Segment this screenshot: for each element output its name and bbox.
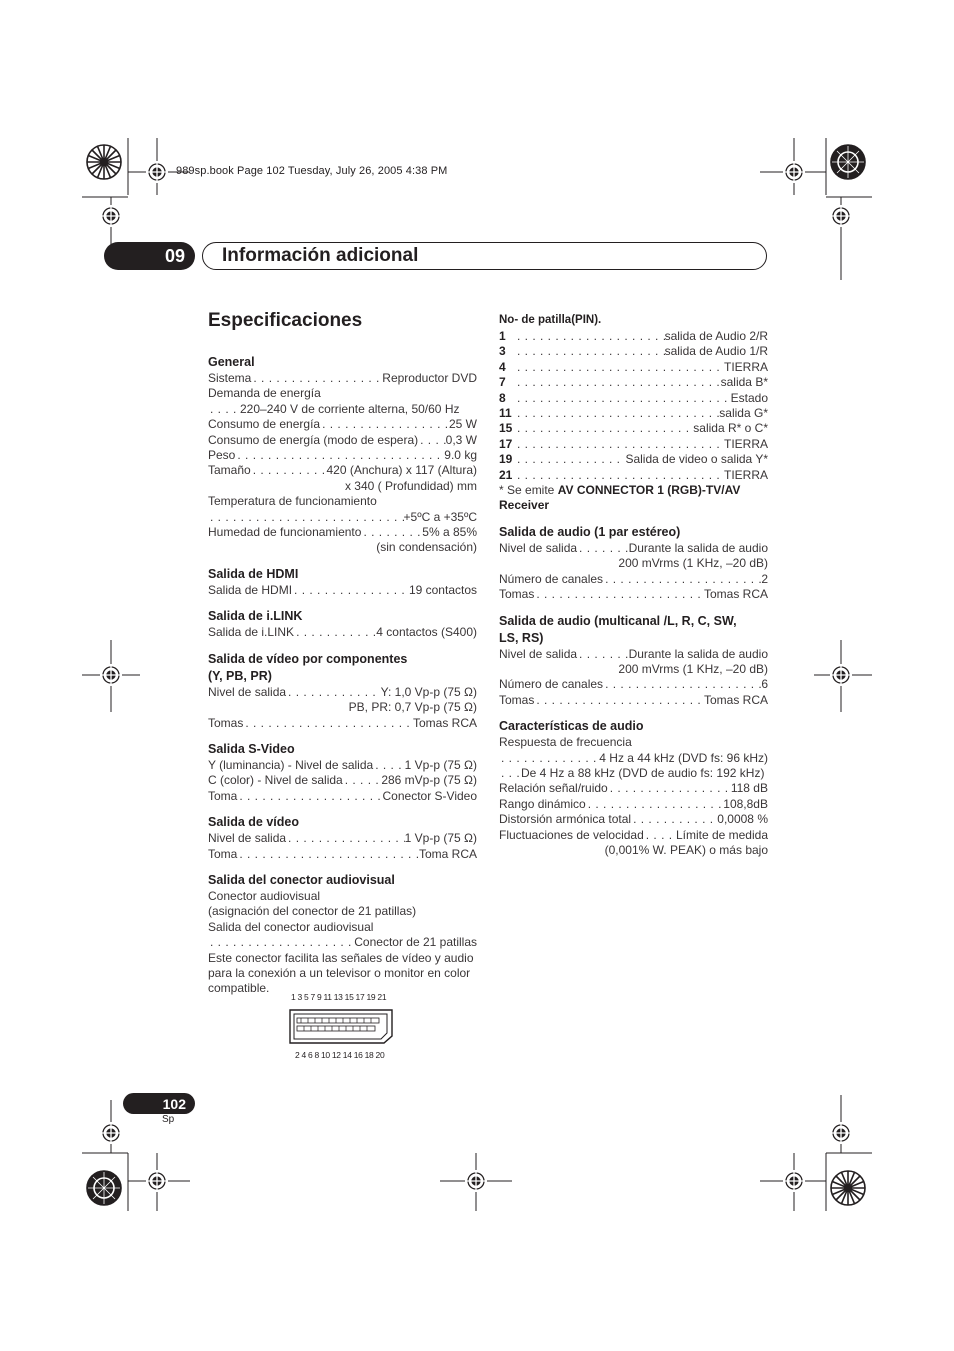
pin-note: * Se emite AV CONNECTOR 1 (RGB)-TV/AV xyxy=(499,483,741,498)
section-title-componentes: Salida de vídeo por componentes xyxy=(208,651,408,666)
section-title-hdmi: Salida de HDMI xyxy=(208,566,299,581)
pin-row: 7 . . . salida B* xyxy=(499,375,768,390)
spec-value-cont: PB, PR: 0,7 Vp-p (75 Ω) xyxy=(348,700,477,715)
spec-value-cont: (sin condensación) xyxy=(376,540,477,555)
spec-value-cont: x 340 ( Profundidad) mm xyxy=(344,478,477,493)
scart-connector-diagram xyxy=(286,992,396,1062)
spec-row: Nivel de salida . . . Durante la salida de audio xyxy=(499,541,768,556)
spec-row: Humedad de funcionamiento . . . 5% a 85% xyxy=(208,525,477,540)
section-title-svideo: Salida S-Video xyxy=(208,741,295,756)
spec-label: Demanda de energía xyxy=(208,386,321,401)
left-column xyxy=(208,354,477,997)
pin-row: 11 . . . salida G* xyxy=(499,406,768,421)
spec-row: Sistema . . . Reproductor DVD xyxy=(208,371,477,386)
pin-numbers-bottom: 2 4 6 8 10 12 14 16 18 20 xyxy=(295,1050,385,1060)
pin-row: 19 . . . Salida de video o salida Y* xyxy=(499,452,768,467)
spec-value-cont: 200 mVrms (1 KHz, –20 dB) xyxy=(618,661,768,676)
spec-row: Número de canales . . . 2 xyxy=(499,572,768,587)
pin-row: 21 . . . TIERRA xyxy=(499,468,768,483)
scart-connector-icon xyxy=(286,1006,396,1046)
spec-row: Y (luminancia) - Nivel de salida . . . 1 Vp-p (75 Ω) xyxy=(208,758,477,773)
pin-row: 3 . . . salida de Audio 1/R xyxy=(499,344,768,359)
section-title-video: Salida de vídeo xyxy=(208,815,300,830)
spec-row: Nivel de salida . . . 1 Vp-p (75 Ω) xyxy=(208,831,477,846)
spec-row: Peso . . . 9.0 kg xyxy=(208,448,477,463)
spec-row: Toma . . . Conector S-Video xyxy=(208,789,477,804)
spec-row: Distorsión armónica total . . . 0,0008 % xyxy=(499,812,768,827)
section-title-av: Salida del conector audiovisual xyxy=(208,872,395,887)
spec-row: Toma . . . Toma RCA xyxy=(208,847,477,862)
av-description: Este conector facilita las señales de vídeo y audio para la conexión a un televisor o monitor en color compatible. xyxy=(208,950,474,996)
spec-row: Nivel de salida . . . Durante la salida de audio xyxy=(499,647,768,662)
spec-row: . . . Conector de 21 patillas xyxy=(208,935,477,950)
spec-label: Conector audiovisual xyxy=(208,888,321,903)
spec-value-cont: (0,001% W. PEAK) o más bajo xyxy=(604,842,768,857)
spec-row: Tomas . . . Tomas RCA xyxy=(499,587,768,602)
section-title-caract: Características de audio xyxy=(499,719,644,734)
section-title-componentes-cont: (Y, PB, PR) xyxy=(208,668,272,683)
spec-row: . . . De 4 Hz a 88 kHz (DVD de audio fs: 192 kHz) xyxy=(499,766,768,781)
spec-row: Nivel de salida . . . Y: 1,0 Vp-p (75 Ω) xyxy=(208,685,477,700)
spec-row: Consumo de energía (modo de espera) . . . 0,3 W xyxy=(208,433,477,448)
section-title-audio-stereo: Salida de audio (1 par estéreo) xyxy=(499,524,681,539)
pin-numbers-top: 1 3 5 7 9 11 13 15 17 19 21 xyxy=(291,992,387,1002)
chapter-number: 09 xyxy=(164,245,185,266)
spec-label: (asignación del conector de 21 patillas) xyxy=(208,904,417,919)
section-title-general: General xyxy=(208,355,255,369)
spec-row: Número de canales . . . 6 xyxy=(499,677,768,692)
language-code: Sp xyxy=(162,1114,175,1125)
pin-row: 17 . . . TIERRA xyxy=(499,437,768,452)
section-title-audio-multi-cont: LS, RS) xyxy=(499,630,544,645)
book-info: 989sp.book Page 102 Tuesday, July 26, 2005 4:38 PM xyxy=(176,165,448,177)
spec-row: . . . +5ºC a +35ºC xyxy=(208,510,477,525)
spec-row: Tamaño . . . 420 (Anchura) x 117 (Altura) xyxy=(208,463,477,478)
spec-label: Salida del conector audiovisual xyxy=(208,919,374,934)
pin-row: 8 . . . Estado xyxy=(499,391,768,406)
spec-row: Relación señal/ruido . . . 118 dB xyxy=(499,781,768,796)
pin-row: 15 . . . salida R* o C* xyxy=(499,421,768,436)
chapter-title: Información adicional xyxy=(222,245,419,266)
spec-row: Tomas . . . Tomas RCA xyxy=(208,716,477,731)
section-title-ilink: Salida de i.LINK xyxy=(208,609,303,624)
pin-note-cont: Receiver xyxy=(499,498,550,513)
spec-label: Temperatura de funcionamiento xyxy=(208,494,377,509)
right-column xyxy=(499,312,768,858)
spec-row: Fluctuaciones de velocidad . . . Límite de medida xyxy=(499,828,768,843)
spec-row: Rango dinámico . . . 108,8dB xyxy=(499,797,768,812)
spec-row: Salida de HDMI . . . 19 contactos xyxy=(208,583,477,598)
spec-row: . . . 4 Hz a 44 kHz (DVD fs: 96 kHz) xyxy=(499,751,768,766)
spec-value-cont: 200 mVrms (1 KHz, –20 dB) xyxy=(618,556,768,571)
page-title: Especificaciones xyxy=(208,310,363,331)
spec-row: Tomas . . . Tomas RCA xyxy=(499,693,768,708)
spec-row: Salida de i.LINK . . . 4 contactos (S400) xyxy=(208,625,477,640)
page-number: 102 xyxy=(162,1095,186,1112)
spec-row: C (color) - Nivel de salida . . . 286 mVp-p (75 Ω) xyxy=(208,773,477,788)
section-title-audio-multi: Salida de audio (multicanal /L, R, C, SW, xyxy=(499,613,737,628)
chapter-title-bar xyxy=(202,242,767,270)
chapter-number-badge xyxy=(104,242,195,270)
spec-row: Consumo de energía . . . 25 W xyxy=(208,417,477,432)
spec-row: . . . 220–240 V de corriente alterna, 50/60 Hz xyxy=(208,402,477,417)
pin-row: 1 . . . salida de Audio 2/R xyxy=(499,329,768,344)
page-number-badge xyxy=(123,1093,195,1114)
spec-label: Respuesta de frecuencia xyxy=(499,735,632,750)
pin-row: 4 . . . TIERRA xyxy=(499,360,768,375)
pin-table xyxy=(499,329,768,483)
section-title-pins: No- de patilla(PIN). xyxy=(499,314,602,326)
